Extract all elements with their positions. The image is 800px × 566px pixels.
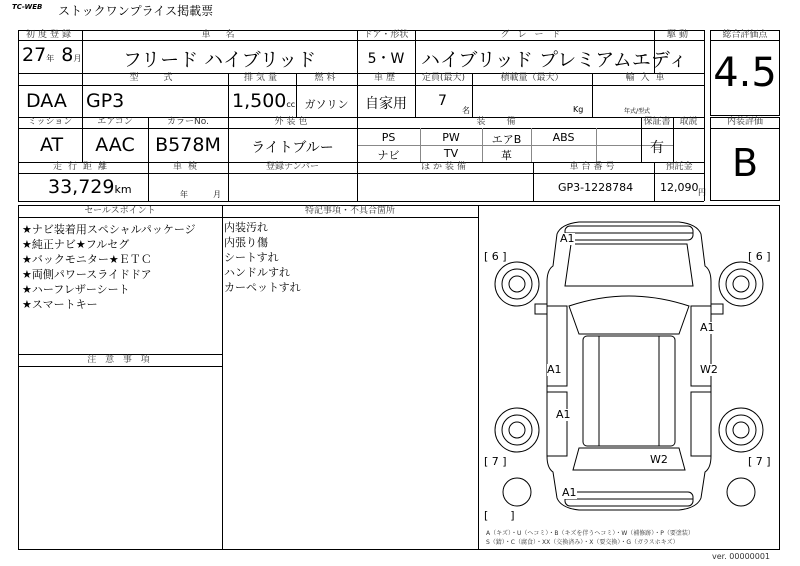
bracket-6-left: [ 6 ] <box>484 250 507 263</box>
label-model: 型 式 <box>129 73 181 83</box>
inspection-month-unit: 月 <box>213 190 221 199</box>
label-grade: グレード <box>500 30 569 40</box>
total-score-value: 4.5 <box>713 50 777 96</box>
label-car-name: 車 名 <box>201 30 238 40</box>
grade-value: ハイブリッド プレミアムエディ <box>421 49 688 71</box>
list-item: 内装汚れ <box>224 221 268 234</box>
sales-points-list <box>22 222 220 312</box>
model-value: GP3 <box>86 90 125 112</box>
equip-abs: ABS <box>552 131 575 144</box>
remarks-title: 特記事項・不具合箇所 <box>304 206 395 216</box>
deposit-unit: 円 <box>698 188 706 197</box>
label-import: 輸入車 <box>625 73 671 83</box>
list-item: シートすれ <box>224 251 279 264</box>
label-chassis: 車台番号 <box>569 162 618 172</box>
damage-mark-left-door: A1 <box>547 363 562 376</box>
displacement-value: 1,500cc <box>232 90 296 112</box>
label-load: 積載量（最大） <box>500 73 564 83</box>
mileage-value: 33,729km <box>48 176 132 198</box>
list-item: ★バックモニター★ＥＴＣ <box>22 253 152 266</box>
mission-value: AT <box>40 134 64 156</box>
color-no-value: B578M <box>155 134 221 156</box>
car-name-value: フリード ハイブリッド <box>122 49 317 71</box>
label-inspection: 車検 <box>172 162 203 172</box>
label-deposit: 預託金 <box>665 162 693 172</box>
damage-mark-rear: W2 <box>650 453 668 466</box>
label-equipment: 装 備 <box>476 117 522 127</box>
label-mission: ミッション <box>27 117 73 127</box>
label-manual: 取説 <box>679 117 698 127</box>
list-item: ★純正ナビ★フルセグ <box>22 238 130 251</box>
page-title: ストックワンプライス掲載票 <box>58 4 214 18</box>
label-capacity: 定員(最大) <box>421 73 466 83</box>
warranty-value: 有 <box>650 140 664 156</box>
bracket-7-left: [ 7 ] <box>484 455 507 468</box>
label-other-equipment: ほか装備 <box>420 162 469 172</box>
remarks-list <box>224 220 474 295</box>
bracket-6-right: [ 6 ] <box>748 250 771 263</box>
version-text: ver. 00000001 <box>712 552 771 561</box>
equip-ps: PS <box>381 131 396 144</box>
damage-mark-right-front: A1 <box>700 321 715 334</box>
equip-navi: ナビ <box>377 149 400 162</box>
interior-score-value: B <box>731 141 759 185</box>
list-item: ★スマートキー <box>22 298 98 311</box>
equip-pw: PW <box>442 131 460 144</box>
label-first-registration: 初度登録 <box>25 30 74 40</box>
list-item: ★両側パワースライドドア <box>22 268 152 281</box>
list-item: ★ナビ装着用スペシャルパッケージ <box>22 223 196 236</box>
label-displacement: 排気量 <box>243 73 280 83</box>
door-value: 5・W <box>367 51 405 67</box>
chassis-value: GP3-1228784 <box>558 181 634 194</box>
load-unit: Kg <box>573 105 584 114</box>
inspection-year-unit: 年 <box>180 190 188 199</box>
first-registration-value: 27年 8月 <box>22 44 82 66</box>
damage-mark-left-rear: A1 <box>556 408 571 421</box>
model-prefix-value: DAA <box>26 90 67 112</box>
label-door: ドア・形状 <box>363 30 409 40</box>
fuel-value: ガソリン <box>304 98 349 111</box>
equip-airbag: エアB <box>491 133 522 146</box>
list-item: カーペットすれ <box>224 281 301 294</box>
equip-tv: TV <box>443 147 459 160</box>
damage-legend: A（キズ）・U（ヘコミ）・B（キズを伴うヘコミ）・W（補修跡）・P（要塗装） S（錆）・C（腐食）・XX（交換済み）・X（要交換）・G（ガラスホキズ） <box>486 530 694 546</box>
list-item: 内張り傷 <box>224 236 268 249</box>
sales-points-title: セールスポイント <box>84 206 156 216</box>
label-color-no: カラーNo. <box>167 117 209 127</box>
capacity-value: 7 <box>438 93 447 109</box>
label-warranty: 保証書 <box>643 117 671 127</box>
logo: TC-WEB <box>12 3 43 11</box>
list-item: ★ハーフレザーシート <box>22 283 130 296</box>
label-color: 外装色 <box>274 117 311 127</box>
notes-title: 注 意 事 項 <box>87 355 153 365</box>
car-condition-diagram <box>479 206 779 526</box>
label-plate: 登録ナンバー <box>266 162 319 172</box>
aircon-value: AAC <box>95 134 135 156</box>
color-value: ライトブルー <box>251 140 334 156</box>
label-interior-score: 内装評価 <box>726 117 763 127</box>
deposit-value: 12,090 <box>660 181 699 194</box>
bracket-bottom: [ ] <box>484 509 515 522</box>
capacity-unit: 名 <box>462 106 470 115</box>
label-category: 車歴 <box>373 73 398 83</box>
list-item: ハンドルすれ <box>224 266 290 279</box>
damage-mark-rear-bumper: A1 <box>562 486 577 499</box>
model-year-label: 年式/型式 <box>624 108 651 115</box>
label-drive: 駆動 <box>666 30 691 40</box>
category-value: 自家用 <box>365 96 407 112</box>
damage-mark-front-bumper: A1 <box>560 232 575 245</box>
label-mileage: 走行距離 <box>52 162 113 172</box>
bracket-7-right: [ 7 ] <box>748 455 771 468</box>
damage-mark-right-door: W2 <box>700 363 718 376</box>
label-total-score: 総合評価点 <box>722 30 768 40</box>
equip-leather: 革 <box>501 149 512 162</box>
label-aircon: エアコン <box>97 117 133 127</box>
label-fuel: 燃料 <box>314 73 339 83</box>
